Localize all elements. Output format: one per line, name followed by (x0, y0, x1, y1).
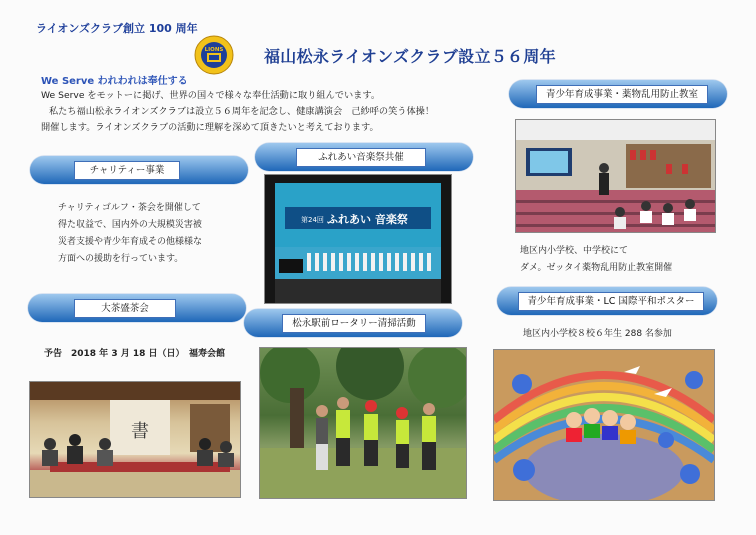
drug-desc-line: ダメ。ゼッタイ薬物乱用防止教室開催 (520, 263, 673, 273)
poster-description: 地区内小学校８校６年生 288 名参加 (523, 329, 672, 339)
banner-number: 第24回 (301, 216, 324, 224)
tea-title: 大茶盛茶会 (74, 299, 176, 318)
page-title: 福山松永ライオンズクラブ設立５６周年 (264, 47, 556, 66)
charity-description (58, 200, 202, 268)
charity-desc-line: 方面への援助を行っています。 (58, 254, 184, 264)
centennial-heading: ライオンズクラブ創立 100 周年 (36, 22, 198, 35)
intro-line-3: 開催します。ライオンズクラブの活動に理解を深めて頂きたいと考えております。 (41, 122, 379, 133)
charity-desc-line: 得た収益で、国内外の大規模災害被 (58, 220, 202, 230)
station-cleanup-photo (259, 347, 467, 499)
music-festival-photo (264, 174, 452, 304)
logo-text: LIONS (204, 47, 224, 53)
tea-ceremony-photo (29, 381, 241, 498)
drug-class-photo (515, 119, 716, 233)
intro-paragraph (41, 88, 446, 136)
cleanup-title: 松永駅前ロータリー清掃活動 (282, 314, 426, 333)
charity-desc-line: 災者支援や青少年育成その他様様な (58, 237, 203, 247)
peace-poster-photo (493, 349, 715, 501)
charity-desc-line: チャリティゴルフ・茶会を開催して (58, 203, 201, 213)
banner-text: ふれあい 音楽祭 (327, 213, 408, 226)
svg-text:書: 書 (131, 421, 149, 442)
drug-description (520, 243, 672, 277)
tea-notice: 予告 2018 年 3 月 18 日（日） 福寿会館 (44, 349, 226, 359)
drug-title: 青少年育成事業・薬物乱用防止教室 (536, 85, 708, 104)
charity-title: チャリティー事業 (74, 161, 180, 180)
intro-line-2: 私たち福山松永ライオンズクラブは設立５６周年を記念し、健康講演会 己紗呼の笑う体操！ (49, 106, 435, 117)
motto-line: We Serve われわれは奉仕する (41, 76, 188, 87)
drug-desc-line: 地区内小学校、中学校にて (520, 246, 629, 256)
lions-logo-icon (194, 35, 234, 75)
music-title: ふれあい音楽祭共催 (296, 148, 426, 167)
intro-line-1: We Serve をモットーに掲げ、世界の国々で様々な奉仕活動に取り組んでいます。 (41, 90, 381, 101)
poster-title: 青少年育成事業・LC 国際平和ポスター (518, 292, 704, 311)
